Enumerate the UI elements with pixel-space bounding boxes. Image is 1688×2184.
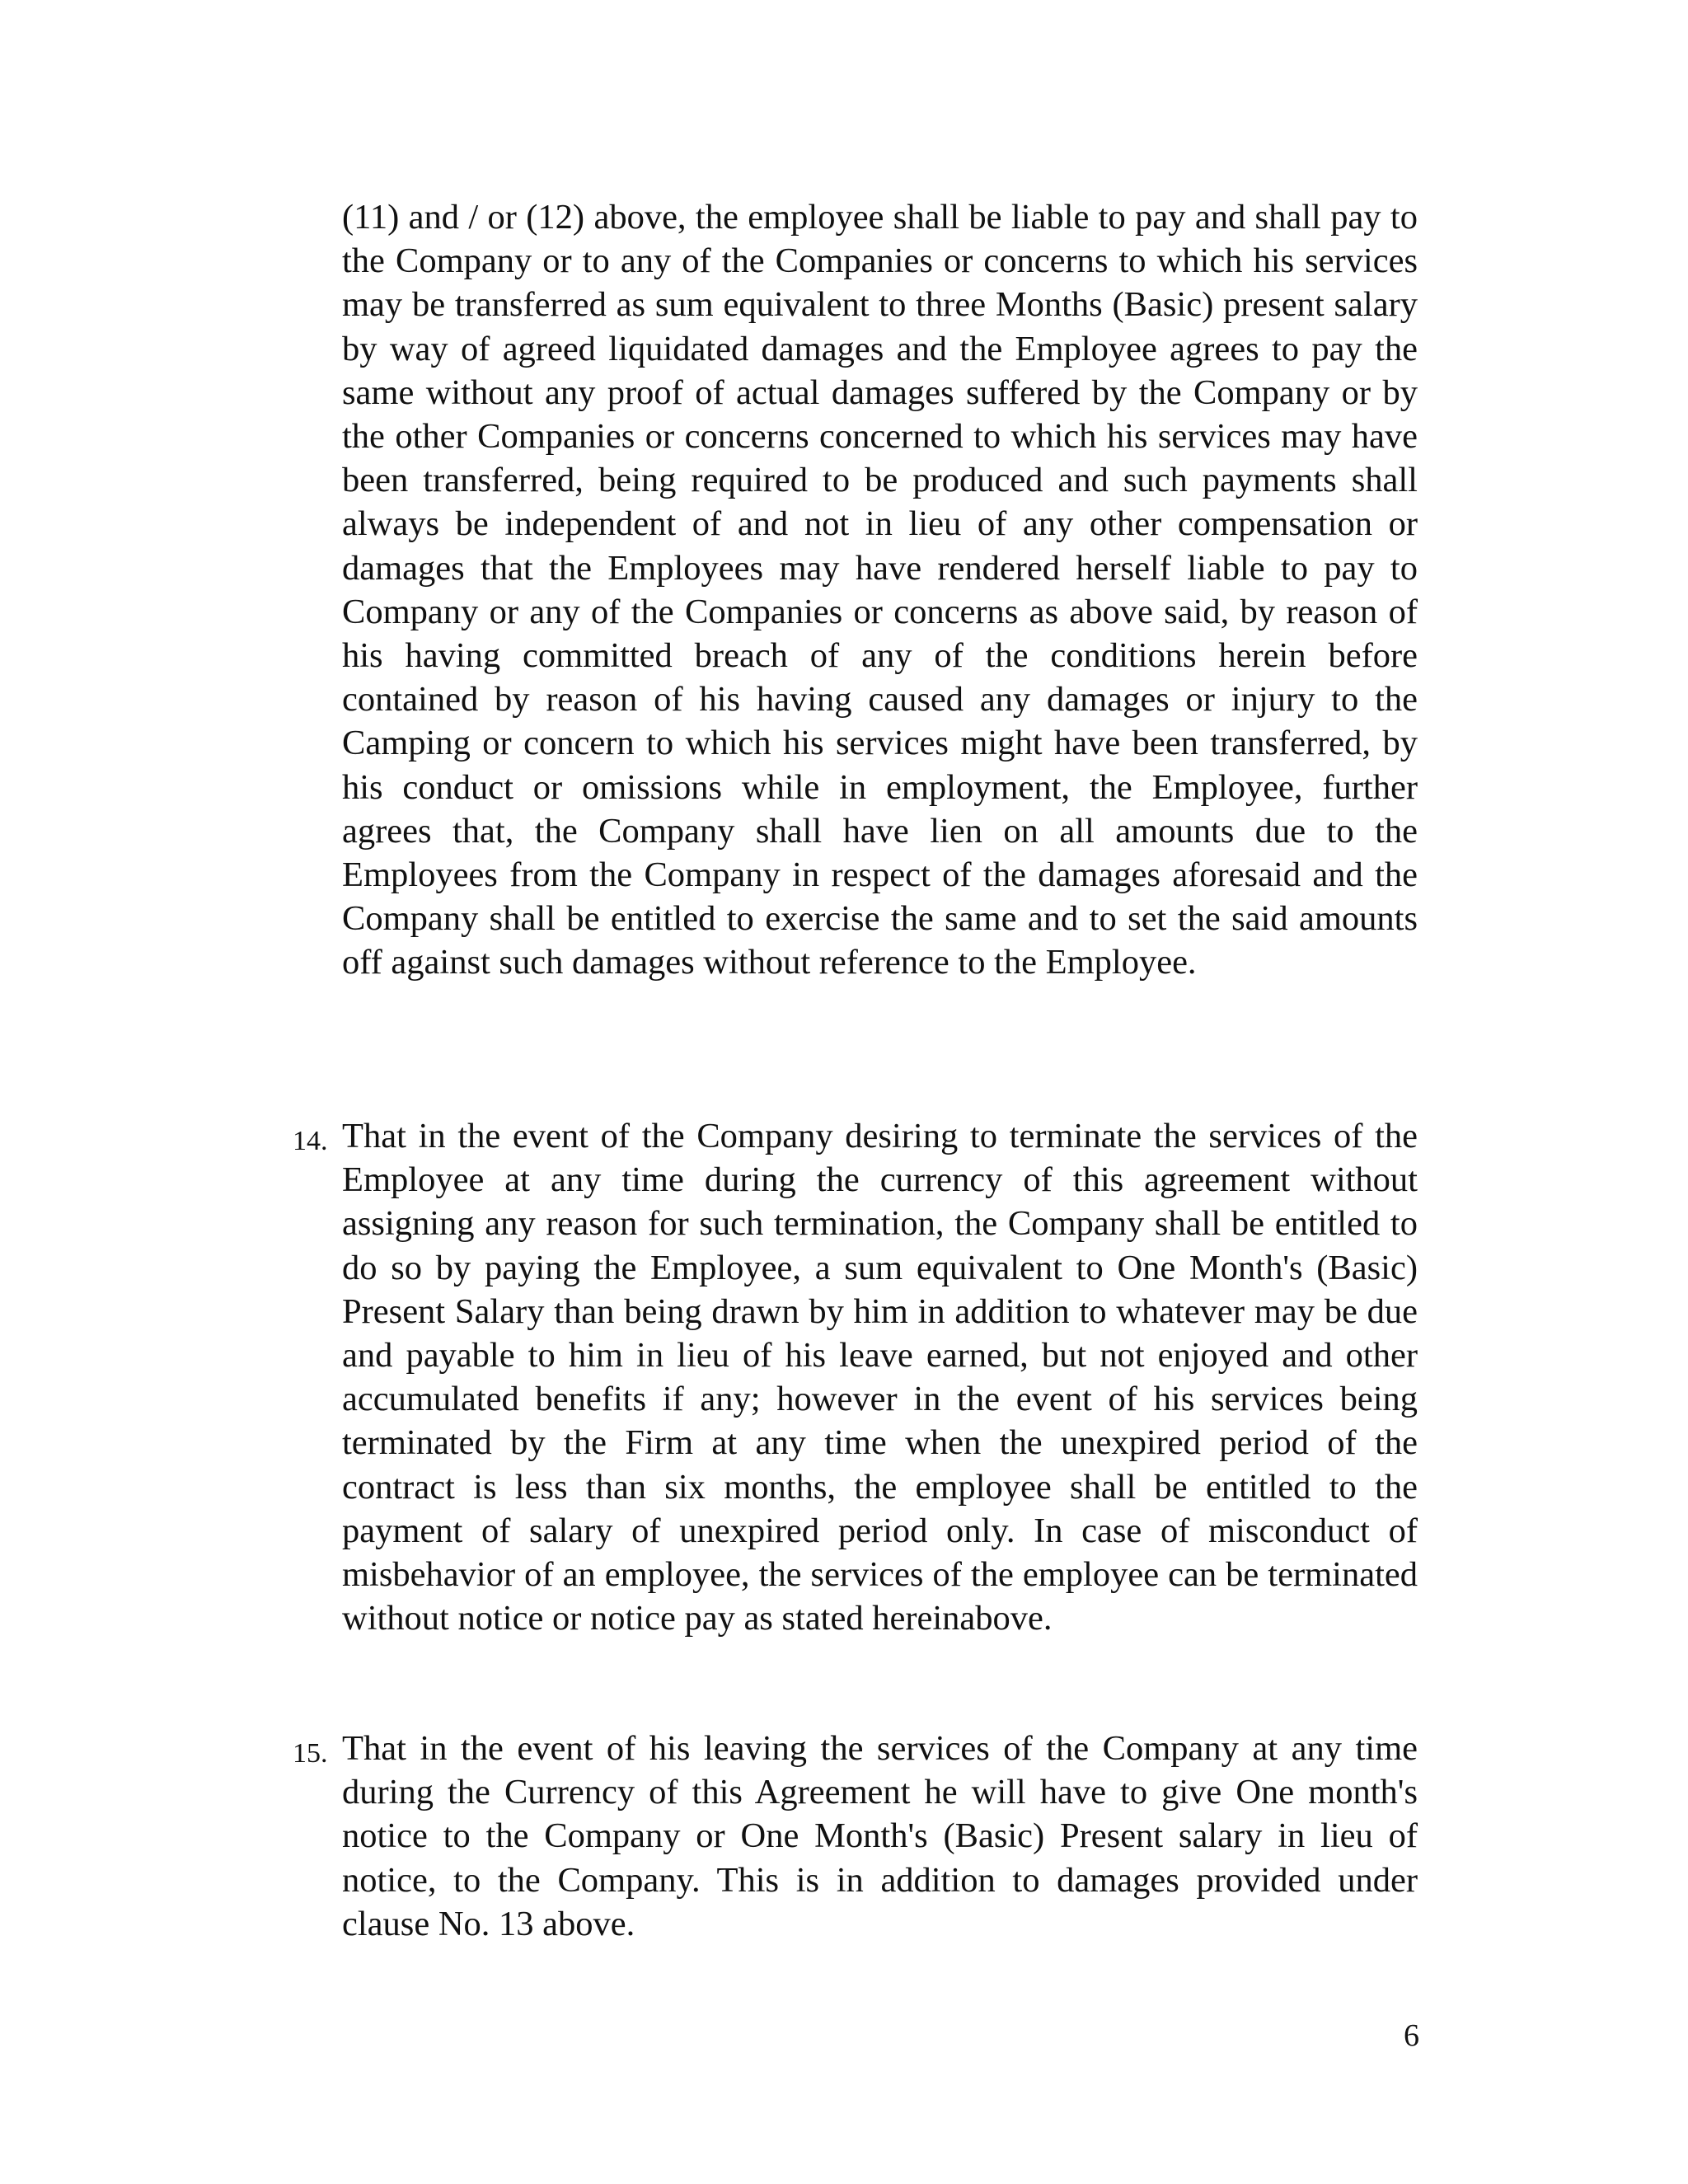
clause-15-text: That in the event of his leaving the services of the Company at any time during the Currency of this Agreement he will have to give One month's notice to the Company or One Month's (Basic) Present salary in lieu of notice, to the Company. This is in addition to damages provided under clause No. 13 above. xyxy=(342,1729,1418,1943)
clause-15-number: 15. xyxy=(293,1738,328,1769)
clause-13-continuation-paragraph: (11) and / or (12) above, the employee shall be liable to pay and shall pay to the Company or to any of the Companies or concerns to which his services may be transferred as sum equivalent to three Months (Basic) present salary by way of agreed liquidated damages and the Employee agrees to pay the same without any proof of actual damages suffered by the Company or by the other Companies or concerns concerned to which his services may have been transferred, being required to be produced and such payments shall always be independent of and not in lieu of any other compensation or damages that the Employees may have rendered herself liable to pay to Company or any of the Companies or concerns as above said, by reason of his having committed breach of any of the conditions herein before contained by reason of his having caused any damages or injury to the Camping or concern to which his services might have been transferred, by his conduct or omissions while in employment, the Employee, further agrees that, the Company shall have lien on all amounts due to the Employees from the Company in respect of the damages aforesaid and the Company shall be entitled to exercise the same and to set the said amounts off against such damages without reference to the Employee. xyxy=(342,198,1418,982)
clause-14 xyxy=(293,1114,1418,1640)
page-number: 6 xyxy=(1404,2018,1419,2053)
clause-14-text: That in the event of the Company desiring to terminate the services of the Employee at any time during the currency of this agreement without assigning any reason for such termination, the Company shall be entitled to do so by paying the Employee, a sum equivalent to One Month's (Basic) Present Salary than being drawn by him in addition to whatever may be due and payable to him in lieu of his leave earned, but not enjoyed and other accumulated benefits if any; however in the event of his services being terminated by the Firm at any time when the unexpired period of the contract is less than six months, the employee shall be entitled to the payment of salary of unexpired period only. In case of misconduct of misbehavior of an employee, the services of the employee can be terminated without notice or notice pay as stated hereinabove. xyxy=(342,1117,1418,1638)
clause-15 xyxy=(293,1727,1418,1946)
clause-14-number: 14. xyxy=(293,1126,328,1156)
